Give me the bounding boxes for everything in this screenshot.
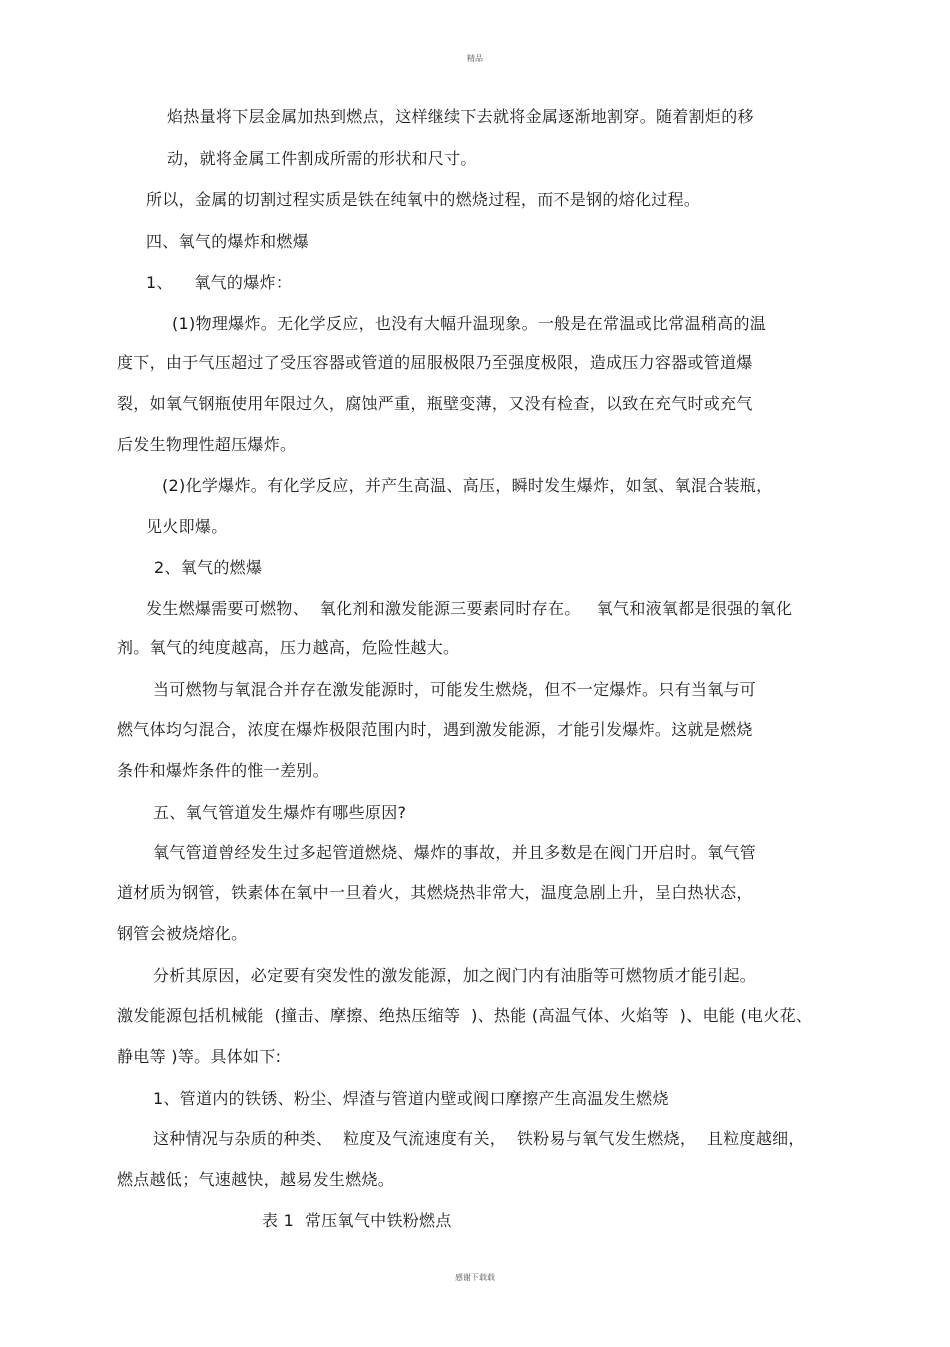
paragraph-line: 发生燃爆需要可燃物、 氧化剂和激发能源三要素同时存在。 氧气和液氧都是很强的氧化 — [146, 599, 793, 618]
subsection-heading: 1、 氧气的爆炸： — [146, 273, 293, 292]
paragraph-line: 剂。氧气的纯度越高，压力越高，危险性越大。 — [117, 638, 460, 657]
paragraph-line: 条件和爆炸条件的惟一差别。 — [117, 761, 329, 780]
paragraph-line: 焰热量将下层金属加热到燃点，这样继续下去就将金属逐渐地割穿。随着割炬的移 — [167, 107, 754, 126]
table-caption: 表 1 常压氧气中铁粉燃点 — [262, 1211, 452, 1230]
paragraph-line: 这种情况与杂质的种类、 粒度及气流速度有关， 铁粉易与氧气发生燃烧， 且粒度越细， — [153, 1129, 805, 1148]
paragraph-line: 氧气管道曾经发生过多起管道燃烧、爆炸的事故，并且多数是在阀门开启时。氧气管 — [153, 843, 757, 862]
subsection-heading: 2、氧气的燃爆 — [154, 558, 263, 577]
list-heading: 1、管道内的铁锈、粉尘、焊渣与管道内壁或阀口摩擦产生高温发生燃烧 — [153, 1089, 669, 1108]
paragraph-line: 动，就将金属工件割成所需的形状和尺寸。 — [167, 149, 477, 168]
paragraph-line: (2)化学爆炸。有化学反应，并产生高温、高压，瞬时发生爆炸，如氢、氧混合装瓶， — [162, 476, 773, 495]
paragraph-line: 度下，由于气压超过了受压容器或管道的屈服极限乃至强度极限，造成压力容器或管道爆 — [117, 353, 753, 372]
page-header: 精品 — [467, 54, 483, 63]
paragraph-line: 燃气体均匀混合，浓度在爆炸极限范围内时，遇到激发能源，才能引发爆炸。这就是燃烧 — [117, 720, 753, 739]
paragraph-line: 裂，如氧气钢瓶使用年限过久，腐蚀严重，瓶壁变薄，又没有检查，以致在充气时或充气 — [117, 394, 753, 413]
paragraph-line: (1)物理爆炸。无化学反应，也没有大幅升温现象。一般是在常温或比常温稍高的温 — [172, 314, 767, 333]
paragraph-line: 后发生物理性超压爆炸。 — [117, 435, 297, 454]
paragraph-line: 燃点越低；气速越快，越易发生燃烧。 — [117, 1170, 395, 1189]
section-heading: 五、氧气管道发生爆炸有哪些原因? — [153, 803, 407, 822]
paragraph-line: 激发能源包括机械能 (撞击、摩擦、绝热压缩等 )、热能 (高温气体、火焰等 )、电能 (电火花、 — [117, 1006, 813, 1025]
paragraph-line: 当可燃物与氧混合并存在激发能源时，可能发生燃烧，但不一定爆炸。只有当氧与可 — [153, 680, 757, 699]
page-footer: 感谢下载载 — [455, 1273, 495, 1282]
paragraph-line: 分析其原因，必定要有突发性的激发能源，加之阀门内有油脂等可燃物质才能引起。 — [153, 966, 757, 985]
section-heading: 四、氧气的爆炸和燃爆 — [146, 232, 310, 251]
paragraph-line: 所以，金属的切割过程实质是铁在纯氧中的燃烧过程，而不是钢的熔化过程。 — [146, 190, 701, 209]
paragraph-line: 钢管会被烧熔化。 — [117, 924, 248, 943]
paragraph-line: 道材质为钢管，铁素体在氧中一旦着火，其燃烧热非常大，温度急剧上升，呈白热状态， — [117, 883, 753, 902]
paragraph-line: 静电等 )等。具体如下: — [117, 1047, 282, 1066]
paragraph-line: 见火即爆。 — [146, 517, 228, 536]
